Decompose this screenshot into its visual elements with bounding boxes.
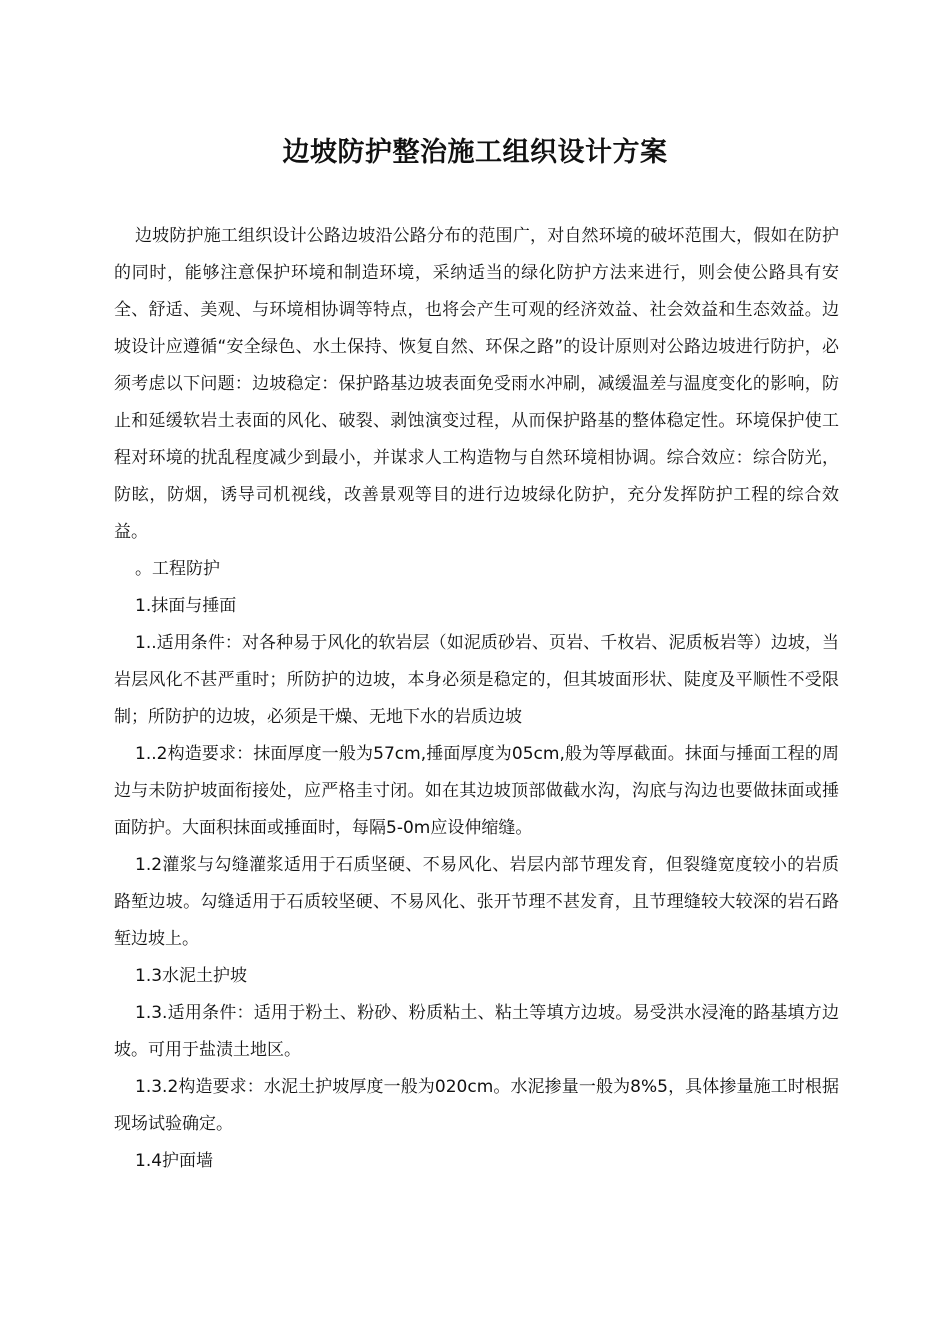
paragraph-cement-soil-conditions: 1.3.适用条件：适用于粉土、粉砂、粉质粘土、粘土等填方边坡。易受洪水浸淹的路基填方边坡。可用于盐渍土地区。	[114, 1003, 839, 1060]
document-body	[114, 218, 839, 1180]
section-heading-plastering: 1.抹面与捶面	[135, 596, 237, 616]
paragraph-grouting-pointing: 1.2灌浆与勾缝灌浆适用于石质坚硬、不易风化、岩层内部节理发育，但裂缝宽度较小的岩质路堑边坡。勾缝适用于石质较坚硬、不易风化、张开节理不甚发育，且节理缝较大较深的岩石路堑边坡上。	[114, 855, 839, 949]
intro-paragraph: 边坡防护施工组织设计公路边坡沿公路分布的范围广，对自然环境的破坏范围大，假如在防护的同时，能够注意保护环境和制造环境，采纳适当的绿化防护方法来进行，则会使公路具有安全、舒适、美观、与环境相协调等特点，也将会产生可观的经济效益、社会效益和生态效益。边坡设计应遵循“安全绿色、水土保持、恢复自然、环保之路”的设计原则对公路边坡进行防护，必须考虑以下问题：边坡稳定：保护路基边坡表面免受雨水冲刷，减缓温差与温度变化的影响，防止和延缓软岩土表面的风化、破裂、剥蚀演变过程，从而保护路基的整体稳定性。环境保护使工程对环境的扰乱程度减少到最小，并谋求人工构造物与自然环境相协调。综合效应：综合防光，防眩，防烟，诱导司机视线，改善景观等目的进行边坡绿化防护，充分发挥防护工程的综合效益。	[114, 226, 839, 542]
section-heading-engineering-protection: 。工程防护	[135, 559, 220, 579]
section-heading-retaining-wall: 1.4护面墙	[135, 1151, 214, 1171]
paragraph-cement-soil-requirements: 1.3.2构造要求：水泥土护坡厚度一般为020cm。水泥掺量一般为8%5，具体掺量施工时根据现场试验确定。	[114, 1077, 839, 1134]
document-title: 边坡防护整治施工组织设计方案	[282, 137, 668, 168]
paragraph-construction-requirements: 1..2构造要求：抹面厚度一般为57cm,捶面厚度为05cm,般为等厚截面。抹面与捶面工程的周边与未防护坡面衔接处，应严格圭寸闭。如在其边坡顶部做截水沟，沟底与沟边也要做抹面或捶面防护。大面积抹面或捶面时，每隔5-0m应设伸缩缝。	[114, 744, 839, 838]
section-heading-cement-soil: 1.3水泥土护坡	[135, 966, 248, 986]
paragraph-applicable-conditions: 1..适用条件：对各种易于风化的软岩层（如泥质砂岩、页岩、千枚岩、泥质板岩等）边坡，当岩层风化不甚严重时；所防护的边坡，本身必须是稳定的，但其坡面形状、陡度及平顺性不受限制；所防护的边坡，必须是干燥、无地下水的岩质边坡	[114, 633, 839, 727]
